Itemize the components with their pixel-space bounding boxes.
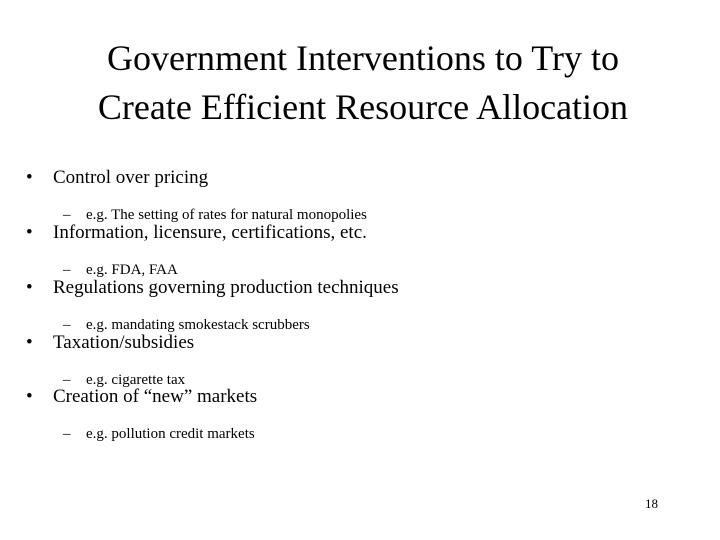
bullet-text: Regulations governing production techniques	[53, 277, 399, 298]
bullet-item-pricing	[0, 166, 720, 225]
title-line-1: Government Interventions to Try to	[107, 38, 619, 78]
bullet-item-markets	[0, 385, 720, 444]
sub-bullet-dash-icon: –	[63, 262, 71, 278]
bullet-item-regulations	[0, 276, 720, 335]
sub-bullet-dash-icon: –	[63, 426, 71, 442]
bullet-dot-icon: •	[26, 222, 33, 243]
sub-bullet-dash-icon: –	[63, 372, 71, 388]
page-number: 18	[645, 496, 658, 511]
bullet-dot-icon: •	[26, 277, 33, 298]
sub-bullet-text: e.g. pollution credit markets	[86, 426, 255, 442]
sub-bullet-text: e.g. FDA, FAA	[86, 262, 178, 278]
bullet-text: Information, licensure, certifications, etc.	[53, 222, 367, 243]
bullet-dot-icon: •	[26, 386, 33, 407]
bullet-dot-icon: •	[26, 167, 33, 188]
sub-bullet-dash-icon: –	[63, 317, 71, 333]
bullet-item-taxation	[0, 331, 720, 390]
sub-bullet-dash-icon: –	[63, 207, 71, 223]
title-line-2: Create Efficient Resource Allocation	[97, 87, 629, 127]
bullet-item-information	[0, 221, 720, 280]
sub-bullet-text: e.g. The setting of rates for natural monopolies	[86, 207, 367, 223]
bullet-dot-icon: •	[26, 332, 33, 353]
bullet-text: Taxation/subsidies	[53, 332, 195, 353]
sub-bullet-text: e.g. cigarette tax	[86, 372, 186, 388]
bullet-text: Control over pricing	[53, 167, 209, 188]
sub-bullet-text: e.g. mandating smokestack scrubbers	[86, 317, 310, 333]
bullet-text: Creation of “new” markets	[53, 386, 258, 407]
